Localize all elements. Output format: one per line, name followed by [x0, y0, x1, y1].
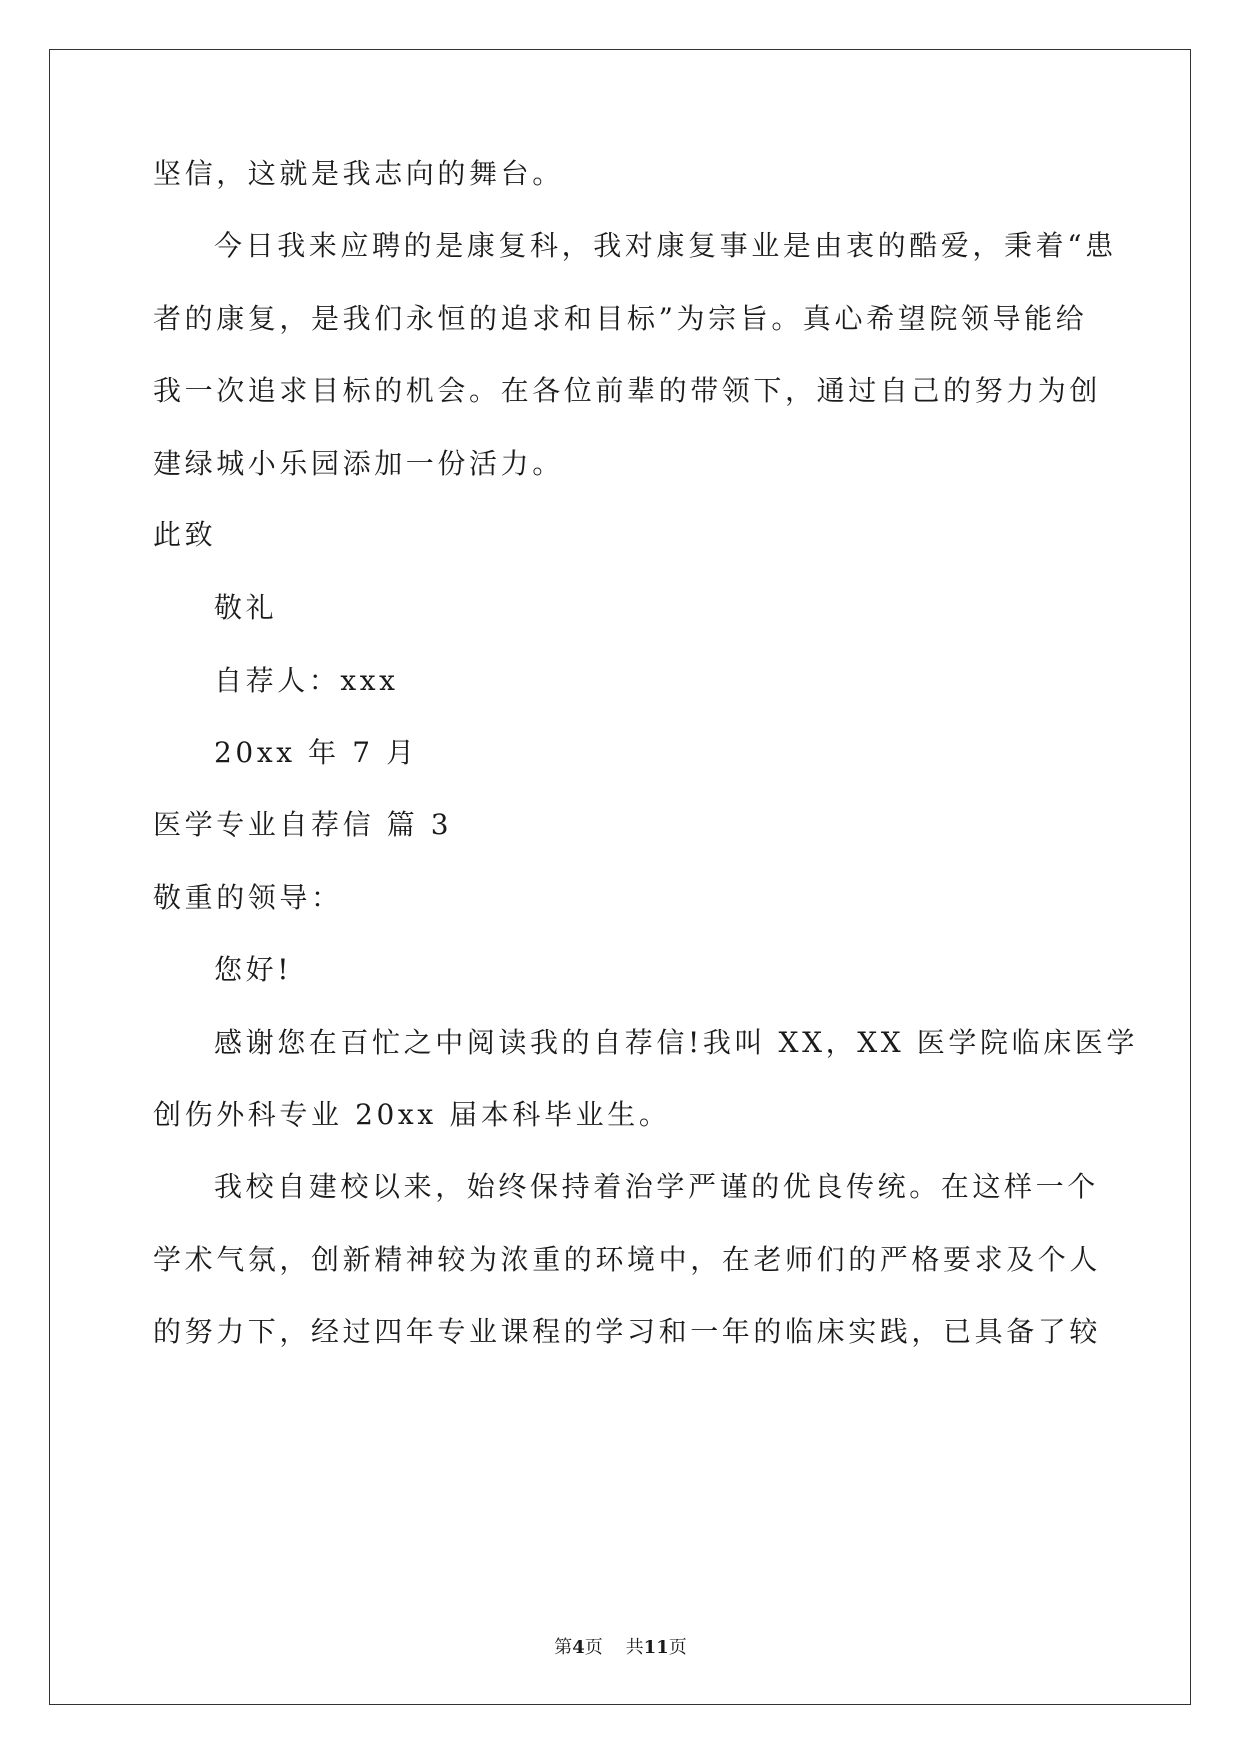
footer-page-prefix: 第 — [554, 1637, 573, 1658]
text-line: 建绿城小乐园添加一份活力。 — [153, 447, 564, 480]
closing-salutation: 此致 — [153, 518, 217, 551]
text-line: 坚信，这就是我志向的舞台。 — [153, 157, 564, 190]
page-footer — [0, 1636, 1241, 1660]
text-line: 创伤外科专业 20xx 届本科毕业生。 — [153, 1098, 671, 1131]
section-heading: 医学专业自荐信 篇 3 — [153, 808, 453, 841]
footer-page-suffix: 页 — [584, 1637, 603, 1658]
text-line: 我一次追求目标的机会。在各位前辈的带领下，通过自己的努力为创 — [153, 374, 1102, 407]
text-line: 您好! — [214, 953, 293, 986]
footer-total-pages: 11 — [643, 1637, 669, 1658]
footer-total-prefix: 共 — [625, 1637, 644, 1658]
text-line: 的努力下，经过四年专业课程的学习和一年的临床实践，已具备了较 — [153, 1315, 1102, 1348]
signature-line: 自荐人：xxx — [214, 664, 399, 697]
greeting-line: 敬重的领导： — [153, 881, 343, 914]
page-frame — [49, 49, 1191, 1705]
text-line: 今日我来应聘的是康复科，我对康复事业是由衷的酷爱，秉着“患 — [214, 229, 1117, 262]
date-line: 20xx 年 7 月 — [214, 736, 418, 769]
text-line: 者的康复，是我们永恒的追求和目标”为宗旨。真心希望院领导能给 — [153, 302, 1088, 335]
text-line: 感谢您在百忙之中阅读我的自荐信!我叫 XX，XX 医学院临床医学 — [214, 1026, 1138, 1059]
footer-total-suffix: 页 — [668, 1637, 687, 1658]
closing-regards: 敬礼 — [214, 591, 278, 624]
text-line: 我校自建校以来，始终保持着治学严谨的优良传统。在这样一个 — [214, 1170, 1099, 1203]
footer-page-number: 4 — [572, 1637, 585, 1658]
text-line: 学术气氛，创新精神较为浓重的环境中，在老师们的严格要求及个人 — [153, 1243, 1102, 1276]
